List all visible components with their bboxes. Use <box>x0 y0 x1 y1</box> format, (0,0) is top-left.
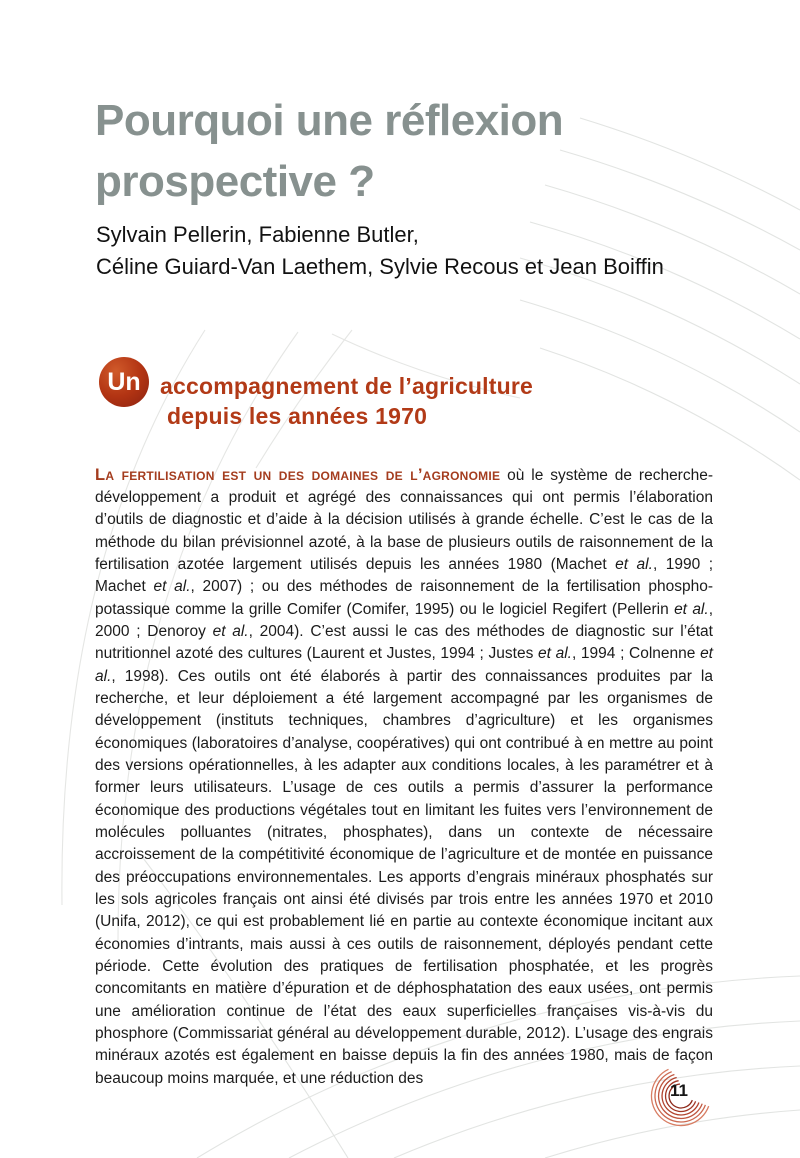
paragraph-segment-normal: , 2004). C’est aussi le cas des méthodes de diagnostic sur l’état nutritionnel azoté des cultures (Laurent et Justes, 1994 ; Justes <box>95 622 713 663</box>
chapter-title <box>95 90 563 212</box>
section-number-label: Un <box>107 367 141 396</box>
paragraph-segment-normal: , 2000 ; Denoroy <box>95 600 713 640</box>
section-heading-line2: depuis les années 1970 <box>167 403 428 429</box>
paragraph-segment-normal: , 1998). Ces outils ont été élaborés à partir des connaissances produites par la recherche, et leur déploiement a été largement accompagné par les organismes de développement (instituts techniques, chambres d’agriculture) et les organismes économiques (laboratoires d’analyse, coopératives) qui ont contribué à en mettre au point des versions opérationnelles, à les adapter aux conditions locales, à les paramétrer et à former leurs utilisateurs. L’usage de ces outils a permis d’assurer la performance économique des productions végétales tout en limitant les fuites vers l’environnement de molécules polluantes (nitrates, phosphates), dans un contexte de nécessaire accroissement de la compétitivité économique de l’agriculture et de montée en puissance des préoccupations environnementales. Les apports d’engrais minéraux phosphatés sur les sols agricoles français ont ainsi été divisés par trois entre les années 1970 et 2010 (Unifa, 2012), ce qui est probablement lié en partie au contexte économique incitant aux économies d’intrants, mais aussi à ces outils de raisonnement, déployés pendant cette période. Cette évolution des pratiques de fertilisation phosphatée, et les progrès concomitants en matière d’épuration et de déphosphatation des eaux usées, ont permis une amélioration continue de l’état des eaux superficielles françaises vis-à-vis du phosphore (Commissariat général au développement durable, 2012). L’usage des engrais minéraux azotés est également en baisse depuis la fin des années 1980, mais de façon beaucoup moins marquée, et une réduction des <box>95 667 713 1087</box>
body-paragraph <box>95 464 713 1091</box>
section-heading <box>160 371 533 431</box>
section-number-badge <box>99 357 149 407</box>
paragraph-segment-italic: et al. <box>153 578 191 596</box>
authors-line2: Céline Guiard-Van Laethem, Sylvie Recous et Jean Boiffin <box>96 254 664 279</box>
chapter-title-line2: prospective ? <box>95 157 375 206</box>
chapter-title-line1: Pourquoi une réflexion <box>95 96 564 145</box>
authors <box>96 219 664 283</box>
paragraph-segment-italic: et al. <box>674 600 709 618</box>
paragraph-segment-italic: et al. <box>615 555 653 573</box>
paragraph-segment-italic: et al. <box>95 645 713 685</box>
paragraph-segment-normal: , 2007) ; ou des méthodes de raisonnement de la fertilisation phospho-potassique comme la grille Comifer (Comifer, 1995) ou le logiciel Regifert (Pellerin <box>95 578 713 618</box>
paragraph-segment-lead: La fertilisation est un des domaines de l’agronomie <box>95 465 501 484</box>
section-heading-line1: accompagnement de l’agriculture <box>160 373 534 399</box>
page-number: 11 <box>670 1081 688 1100</box>
paragraph-segment-normal: où le système de recherche-développement a produit et agrégé des connaissances qui ont permis l’élaboration d’outils de diagnostic et d’aide à la décision utilisés à grande échelle. C’est le cas de la méthode du bilan prévisionnel azoté, à la base de plusieurs outils de raisonnement de la fertilisation azotée largement utilisés depuis les années 1980 (Machet <box>95 466 713 573</box>
paragraph-segment-italic: et al. <box>212 622 249 640</box>
paragraph-segment-normal: , 1990 ; Machet <box>95 555 714 596</box>
paragraph-segment-normal: , 1994 ; Colnenne <box>571 645 701 663</box>
authors-line1: Sylvain Pellerin, Fabienne Butler, <box>96 222 419 247</box>
paragraph-segment-italic: et al. <box>537 645 572 663</box>
